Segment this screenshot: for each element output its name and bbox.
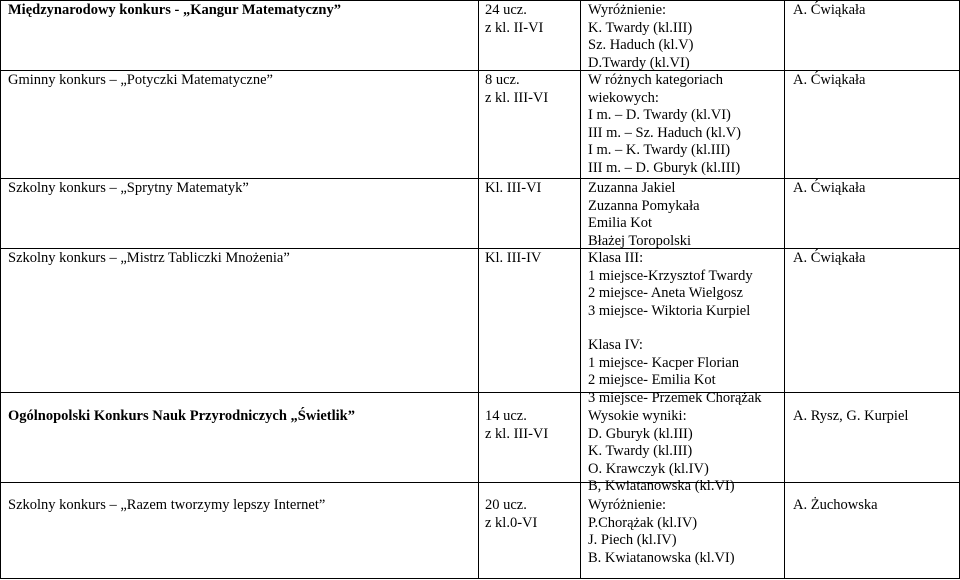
table-border-left xyxy=(0,0,1,579)
results-line: O. Krawczyk (kl.IV) xyxy=(588,460,709,477)
results-line: J. Piech (kl.IV) xyxy=(588,532,677,548)
participants-cell xyxy=(485,250,541,268)
results-cell xyxy=(588,72,741,177)
participants-cell xyxy=(485,497,537,532)
participants-classes: z kl. II-VI xyxy=(485,19,544,36)
results-cell xyxy=(588,2,694,72)
participants-classes: Kl. III-VI xyxy=(485,180,542,196)
results-line: Wyróżnienie: xyxy=(588,2,667,18)
teacher-name: A. Ćwiąkała xyxy=(793,72,866,88)
row-divider xyxy=(0,482,960,483)
results-line: Sz. Haduch (kl.V) xyxy=(588,37,694,53)
participants-classes: z kl.0-VI xyxy=(485,514,538,531)
results-line: Zuzanna Pomykała xyxy=(588,197,700,214)
participants-cell xyxy=(485,72,548,107)
column-divider xyxy=(478,0,479,579)
participants-cell xyxy=(485,2,543,37)
results-line: Emilia Kot xyxy=(588,215,653,231)
results-line: D.Twardy (kl.VI) xyxy=(588,54,690,71)
results-line: III m. – D. Gburyk (kl.III) xyxy=(588,159,741,176)
participants-count: 24 ucz. xyxy=(485,2,527,18)
results-line: I m. – D. Twardy (kl.VI) xyxy=(588,107,731,123)
results-line: W różnych kategoriach xyxy=(588,72,724,88)
participants-count: 14 ucz. xyxy=(485,408,527,424)
teacher-name: A. Ćwiąkała xyxy=(793,250,866,266)
competition-name: Międzynarodowy konkurs - „Kangur Matematyczny” xyxy=(8,2,341,18)
results-line: K. Twardy (kl.III) xyxy=(588,19,693,36)
competition-name: Szkolny konkurs – „Mistrz Tabliczki Mnożenia” xyxy=(8,250,290,266)
results-line: Zuzanna Jakiel xyxy=(588,180,676,196)
results-line: Błażej Toropolski xyxy=(588,232,692,249)
results-line: B, Kwiatanowska (kl.VI) xyxy=(588,478,735,494)
participants-count: 20 ucz. xyxy=(485,497,527,513)
teacher-name: A. Ćwiąkała xyxy=(793,180,866,196)
column-divider xyxy=(784,0,785,579)
results-line: 1 miejsce- Kacper Florian xyxy=(588,354,739,371)
results-line: Klasa III: xyxy=(588,250,644,266)
results-cell xyxy=(588,497,735,567)
results-line: 3 miejsce- Przemek Chorążak xyxy=(588,389,762,406)
results-line: 2 miejsce- Emilia Kot xyxy=(588,372,716,388)
results-line: Wysokie wyniki: xyxy=(588,408,687,424)
results-line: I m. – K. Twardy (kl.III) xyxy=(588,142,731,158)
teacher-name: A. Rysz, G. Kurpiel xyxy=(793,408,909,424)
results-line: Wyróżnienie: xyxy=(588,497,667,513)
participants-classes: Kl. III-IV xyxy=(485,250,542,266)
participants-cell xyxy=(485,180,541,198)
row-divider xyxy=(0,178,960,179)
results-line: 1 miejsce-Krzysztof Twardy xyxy=(588,267,753,284)
row-divider xyxy=(0,70,960,71)
results-line: B. Kwiatanowska (kl.VI) xyxy=(588,549,735,566)
results-cell xyxy=(588,180,700,250)
results-cell xyxy=(588,337,762,407)
teacher-name: A. Żuchowska xyxy=(793,497,878,513)
participants-cell xyxy=(485,408,548,443)
table-border-top xyxy=(0,0,960,1)
results-line: D. Gburyk (kl.III) xyxy=(588,425,693,442)
results-line: wiekowych: xyxy=(588,89,659,106)
results-line: Klasa IV: xyxy=(588,337,643,353)
results-cell xyxy=(588,250,753,320)
participants-classes: z kl. III-VI xyxy=(485,89,549,106)
results-line: K. Twardy (kl.III) xyxy=(588,443,693,459)
teacher-name: A. Ćwiąkała xyxy=(793,2,866,18)
participants-classes: z kl. III-VI xyxy=(485,425,549,442)
results-line: P.Chorążak (kl.IV) xyxy=(588,514,698,531)
row-divider xyxy=(0,248,960,249)
column-divider xyxy=(580,0,581,579)
competition-name: Gminny konkurs – „Potyczki Matematyczne” xyxy=(8,72,273,88)
table-border-bottom xyxy=(0,578,960,579)
results-line: 3 miejsce- Wiktoria Kurpiel xyxy=(588,302,751,319)
competition-name: Szkolny konkurs – „Sprytny Matematyk” xyxy=(8,180,249,196)
competition-name: Szkolny konkurs – „Razem tworzymy lepszy Internet” xyxy=(8,497,326,513)
participants-count: 8 ucz. xyxy=(485,72,520,88)
row-divider xyxy=(0,392,960,393)
results-line: III m. – Sz. Haduch (kl.V) xyxy=(588,124,742,141)
competition-name: Ogólnopolski Konkurs Nauk Przyrodniczych „Świetlik” xyxy=(8,408,355,424)
results-line: 2 miejsce- Aneta Wielgosz xyxy=(588,285,743,301)
results-cell xyxy=(588,408,735,496)
